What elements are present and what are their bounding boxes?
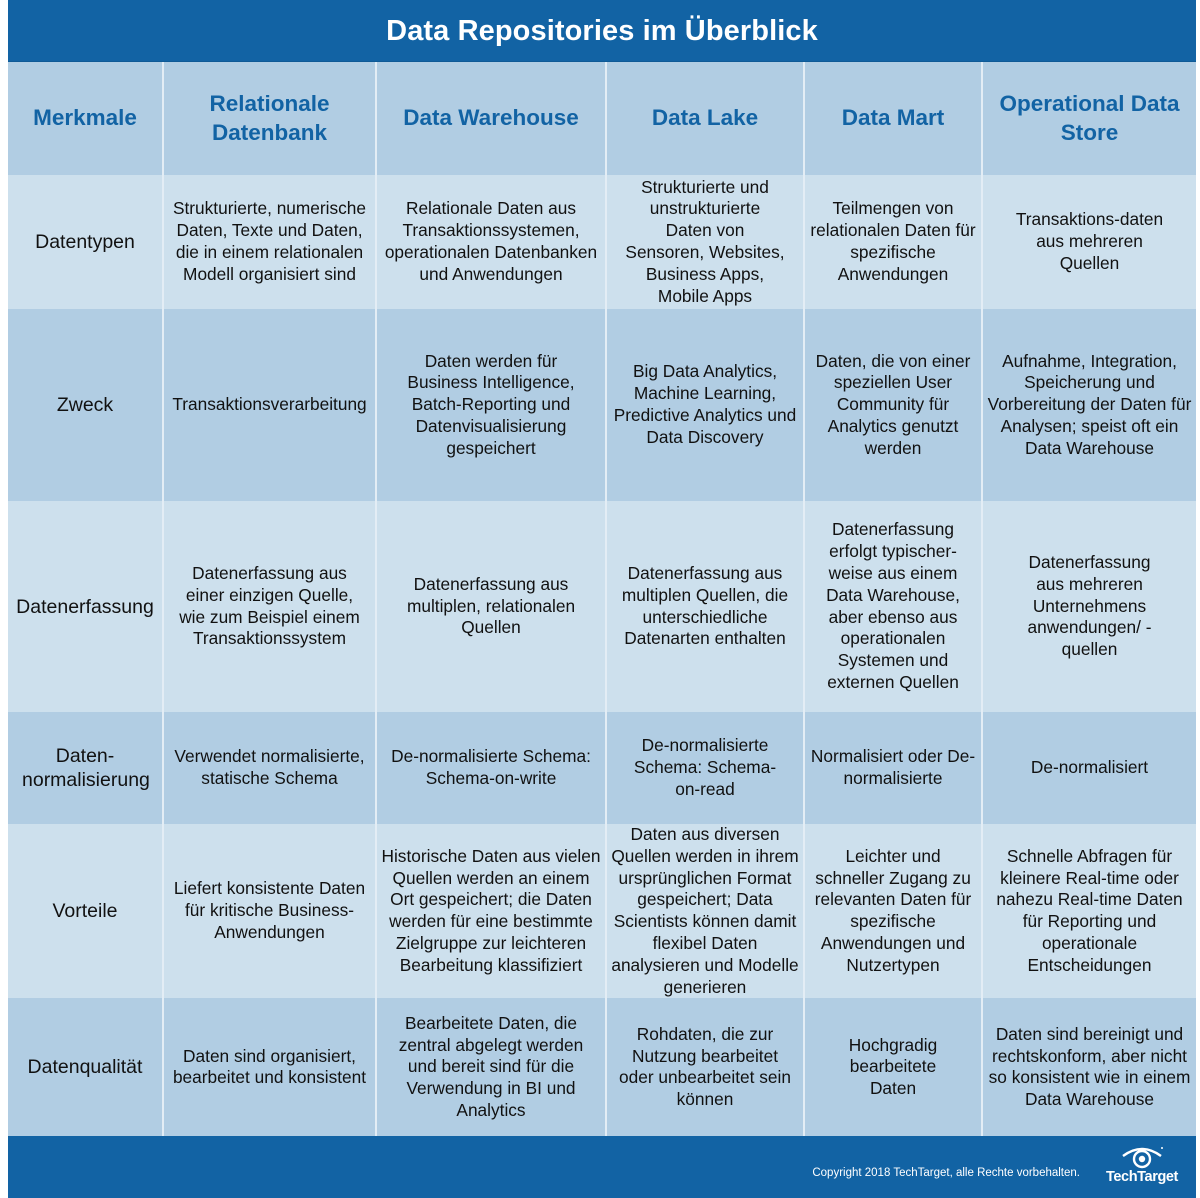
- table-cell: Transaktionsverarbeitung: [163, 309, 376, 501]
- table-row-vorteile: [8, 824, 1196, 998]
- table-cell: Daten, die von einer speziellen User Community für Analytics genutzt werden: [804, 309, 982, 501]
- row-label: Datenerfassung: [8, 501, 163, 712]
- table-cell: Datenerfassung aus multiplen Quellen, die unterschiedliche Datenarten enthalten: [606, 501, 804, 712]
- column-header-operational-data-store: Operational Data Store: [982, 62, 1196, 175]
- table-cell: De-normalisierte Schema: Schema-on-read: [606, 712, 804, 824]
- table-cell: Datenerfassung aus multiplen, relationalen Quellen: [376, 501, 606, 712]
- column-header-data-lake: Data Lake: [606, 62, 804, 175]
- header-row: [8, 62, 1196, 175]
- logo-text: TechTarget: [1105, 1169, 1178, 1185]
- table-cell: Bearbeitete Daten, die zentral abgelegt werden und bereit sind für die Verwendung in BI und Analytics: [376, 998, 606, 1136]
- table-row-datenerfassung: [8, 501, 1196, 712]
- eye-icon: [1120, 1144, 1164, 1170]
- column-header-data-warehouse: Data Warehouse: [376, 62, 606, 175]
- table-cell: Schnelle Abfragen für kleinere Real-time oder nahezu Real-time Daten für Reporting und operationale Entscheidungen: [982, 824, 1196, 998]
- row-label: Vorteile: [8, 824, 163, 998]
- column-header-data-mart: Data Mart: [804, 62, 982, 175]
- table-cell: Daten sind bereinigt und rechtskonform, aber nicht so konsistent wie in einem Data Warehouse: [982, 998, 1196, 1136]
- copyright-text: Copyright 2018 TechTarget, alle Rechte vorbehalten.: [812, 1167, 1080, 1179]
- table-row-datenqualitaet: [8, 998, 1196, 1136]
- table-cell: Relationale Daten aus Transaktionssystemen, operationalen Datenbanken und Anwendungen: [376, 175, 606, 309]
- page-title: Data Repositories im Überblick: [386, 15, 818, 47]
- table-row-zweck: [8, 309, 1196, 501]
- table-cell: Normalisiert oder De-normalisierte: [804, 712, 982, 824]
- infographic-frame: [8, 0, 1196, 1198]
- column-header-relationale-datenbank: Relationale Datenbank: [163, 62, 376, 175]
- table-cell: Daten aus diversen Quellen werden in ihrem ursprünglichen Format gespeichert; Data Scientists können damit flexibel Daten analysieren und Modelle generieren: [606, 824, 804, 998]
- title-bar: [8, 0, 1196, 62]
- table-cell: Strukturierte und unstrukturierte Daten von Sensoren, Websites, Business Apps, Mobile Apps: [606, 175, 804, 309]
- table-cell: Hochgradig bearbeitete Daten: [804, 998, 982, 1136]
- table-cell: Leichter und schneller Zugang zu relevanten Daten für spezifische Anwendungen und Nutzertypen: [804, 824, 982, 998]
- table-cell: Datenerfassung aus einer einzigen Quelle, wie zum Beispiel einem Transaktionssystem: [163, 501, 376, 712]
- techtarget-logo: [1096, 1144, 1188, 1190]
- table-cell: Datenerfassung erfolgt typischer-weise aus einem Data Warehouse, aber ebenso aus operationalen Systemen und externen Quellen: [804, 501, 982, 712]
- table-cell: Teilmengen von relationalen Daten für spezifische Anwendungen: [804, 175, 982, 309]
- table-cell: Rohdaten, die zur Nutzung bearbeitet oder unbearbeitet sein können: [606, 998, 804, 1136]
- row-label: Datenqualität: [8, 998, 163, 1136]
- table-cell: Daten sind organisiert, bearbeitet und konsistent: [163, 998, 376, 1136]
- row-label: Datentypen: [8, 175, 163, 309]
- table-cell: Transaktions-daten aus mehreren Quellen: [982, 175, 1196, 309]
- table-cell: Liefert konsistente Daten für kritische Business-Anwendungen: [163, 824, 376, 998]
- table-cell: Strukturierte, numerische Daten, Texte und Daten, die in einem relationalen Modell organisiert sind: [163, 175, 376, 309]
- table-cell: De-normalisierte Schema: Schema-on-write: [376, 712, 606, 824]
- table-cell: Datenerfassung aus mehreren Unternehmens anwendungen/ -quellen: [982, 501, 1196, 712]
- table-cell: Historische Daten aus vielen Quellen werden an einem Ort gespeichert; die Daten werden für eine bestimmte Zielgruppe zur leichteren Bearbeitung klassifiziert: [376, 824, 606, 998]
- row-label: Zweck: [8, 309, 163, 501]
- footer: [8, 1136, 1196, 1198]
- table-cell: Aufnahme, Integration, Speicherung und Vorbereitung der Daten für Analysen; speist oft ein Data Warehouse: [982, 309, 1196, 501]
- table-cell: Verwendet normalisierte, statische Schema: [163, 712, 376, 824]
- table-cell: Daten werden für Business Intelligence, Batch-Reporting und Datenvisualisierung gespeichert: [376, 309, 606, 501]
- table-cell: Big Data Analytics, Machine Learning, Predictive Analytics und Data Discovery: [606, 309, 804, 501]
- table-cell: De-normalisiert: [982, 712, 1196, 824]
- row-label: Daten-normalisierung: [8, 712, 163, 824]
- table-row-datennormalisierung: [8, 712, 1196, 824]
- comparison-table: [8, 62, 1196, 1136]
- table-row-datentypen: [8, 175, 1196, 309]
- column-header-merkmale: Merkmale: [8, 62, 163, 175]
